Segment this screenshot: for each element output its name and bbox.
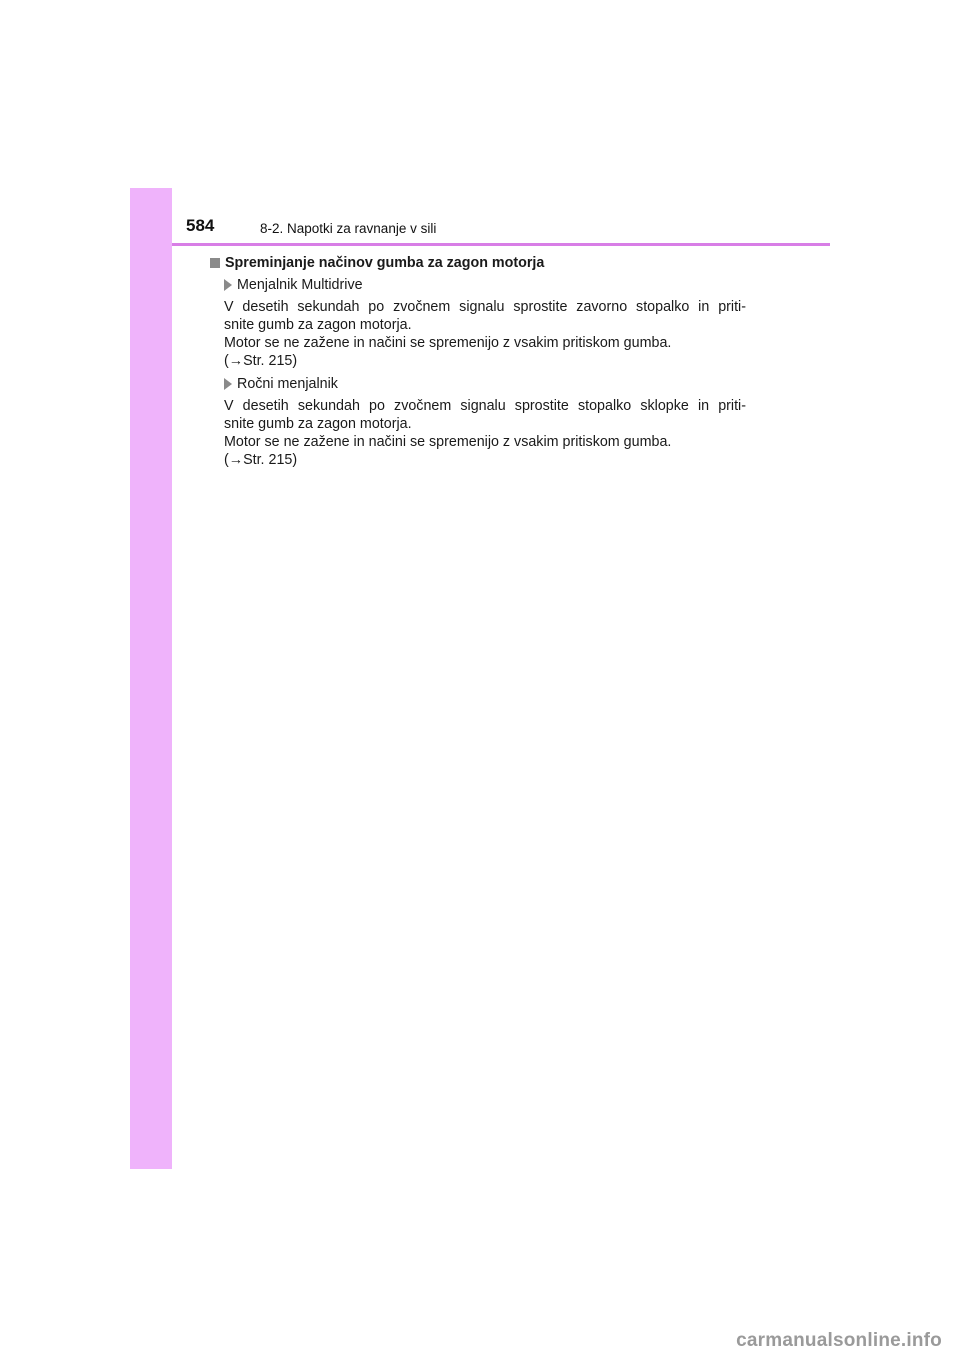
item-label: Ročni menjalnik xyxy=(237,376,338,392)
chapter-side-tab xyxy=(130,188,172,1169)
item-multidrive xyxy=(224,276,746,370)
arrow-icon: → xyxy=(228,353,244,369)
page-number: 584 xyxy=(186,216,215,235)
header-divider xyxy=(172,243,830,246)
paragraph-line: V desetih sekundah po zvočnem signalu sprostite stopalko sklopke in priti- xyxy=(224,398,746,414)
item-paragraph xyxy=(224,298,746,370)
item-title xyxy=(224,375,746,393)
arrow-icon: → xyxy=(228,452,244,468)
paragraph-line: V desetih sekundah po zvočnem signalu sprostite zavorno stopalko in priti- xyxy=(224,299,746,315)
item-label: Menjalnik Multidrive xyxy=(237,277,363,293)
triangle-bullet-icon xyxy=(224,378,232,390)
triangle-bullet-icon xyxy=(224,279,232,291)
section-heading-text: Spreminjanje načinov gumba za zagon motorja xyxy=(225,255,545,271)
page-reference-text: Str. 215) xyxy=(243,452,298,468)
paragraph-line: snite gumb za zagon motorja. xyxy=(224,317,412,333)
paragraph-line: snite gumb za zagon motorja. xyxy=(224,416,412,432)
page-reference[interactable]: (→Str. 215) xyxy=(224,353,298,369)
square-bullet-icon xyxy=(210,258,220,268)
section-title: 8-2. Napotki za ravnanje v sili xyxy=(260,221,437,236)
item-title xyxy=(224,276,746,294)
page-reference[interactable]: (→Str. 215) xyxy=(224,452,298,468)
section-heading xyxy=(210,254,746,272)
paragraph-line: Motor se ne zažene in načini se spremenijo z vsakim pritiskom gumba. xyxy=(224,335,672,351)
item-manual xyxy=(224,375,746,469)
paragraph-line: Motor se ne zažene in načini se spremenijo z vsakim pritiskom gumba. xyxy=(224,434,672,450)
page-reference-text: Str. 215) xyxy=(243,353,298,369)
page-content xyxy=(210,254,746,474)
item-paragraph xyxy=(224,397,746,469)
watermark: carmanualsonline.info xyxy=(736,1330,942,1351)
